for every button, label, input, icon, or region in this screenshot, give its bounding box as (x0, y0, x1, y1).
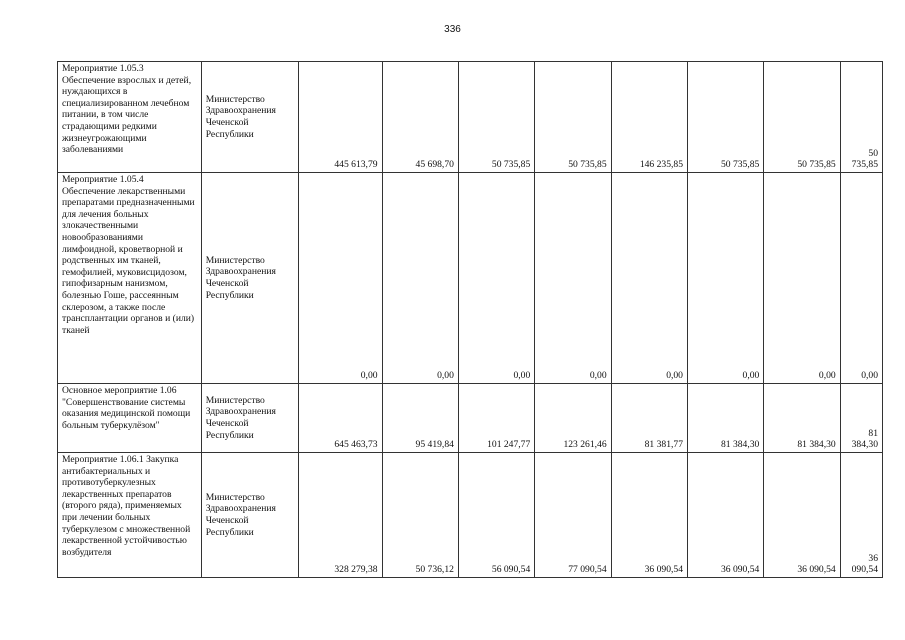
activity-name-cell: Основное мероприятие 1.06 "Совершенствование системы оказания медицинской помощи больным туберкулёзом" (58, 384, 202, 453)
table-row (58, 62, 883, 173)
value-cell: 0,00 (840, 173, 882, 384)
value-cell: 36 090,54 (611, 453, 687, 578)
activity-name-cell: Мероприятие 1.06.1 Закупка антибактериальных и противотуберкулезных лекарственных препаратов (второго ряда), применяемых при лечении больных туберкулезом с множественной лекарственной устойчивостью возбудителя (58, 453, 202, 578)
table-row (58, 173, 883, 384)
value-cell: 56 090,54 (458, 453, 534, 578)
table-row (58, 384, 883, 453)
page-number: 336 (444, 24, 461, 35)
activity-name-cell: Мероприятие 1.05.4 Обеспечение лекарственными препаратами предназначенными для лечения больных злокачественными новообразованиями лимфоидной, кроветворной и родственных им тканей, гемофилией, муковисцидозом, гипофизарным нанизмом, болезнью Гоше, рассеянным склерозом, а также после трансплантации органов и (или) тканей (58, 173, 202, 384)
value-cell: 101 247,77 (458, 384, 534, 453)
value-cell: 50 735,85 (535, 62, 611, 173)
value-cell: 50 735,85 (687, 62, 763, 173)
value-cell: 81 384,30 (687, 384, 763, 453)
table-row (58, 453, 883, 578)
value-cell: 0,00 (458, 173, 534, 384)
value-cell: 146 235,85 (611, 62, 687, 173)
value-cell: 81 384,30 (840, 384, 882, 453)
value-cell: 50 735,85 (458, 62, 534, 173)
value-cell: 81 384,30 (764, 384, 840, 453)
value-cell: 50 735,85 (764, 62, 840, 173)
executor-cell: Министерство Здравоохранения Чеченской Республики (201, 453, 298, 578)
value-cell: 77 090,54 (535, 453, 611, 578)
value-cell: 95 419,84 (382, 384, 458, 453)
value-cell: 0,00 (687, 173, 763, 384)
value-cell: 36 090,54 (840, 453, 882, 578)
value-cell: 0,00 (535, 173, 611, 384)
value-cell: 0,00 (382, 173, 458, 384)
value-cell: 36 090,54 (687, 453, 763, 578)
executor-cell: Министерство Здравоохранения Чеченской Республики (201, 384, 298, 453)
value-cell: 0,00 (764, 173, 840, 384)
value-cell: 81 381,77 (611, 384, 687, 453)
value-cell: 45 698,70 (382, 62, 458, 173)
value-cell: 0,00 (611, 173, 687, 384)
executor-cell: Министерство Здравоохранения Чеченской Республики (201, 173, 298, 384)
activity-name-cell: Мероприятие 1.05.3 Обеспечение взрослых и детей, нуждающихся в специализированном лечебном питании, в том числе страдающими редкими жизнеугрожающими заболеваниями (58, 62, 202, 173)
value-cell: 328 279,38 (299, 453, 382, 578)
executor-cell: Министерство Здравоохранения Чеченской Республики (201, 62, 298, 173)
value-cell: 445 613,79 (299, 62, 382, 173)
value-cell: 123 261,46 (535, 384, 611, 453)
value-cell: 645 463,73 (299, 384, 382, 453)
value-cell: 36 090,54 (764, 453, 840, 578)
value-cell: 50 736,12 (382, 453, 458, 578)
value-cell: 0,00 (299, 173, 382, 384)
budget-table (57, 61, 883, 578)
value-cell: 50 735,85 (840, 62, 882, 173)
